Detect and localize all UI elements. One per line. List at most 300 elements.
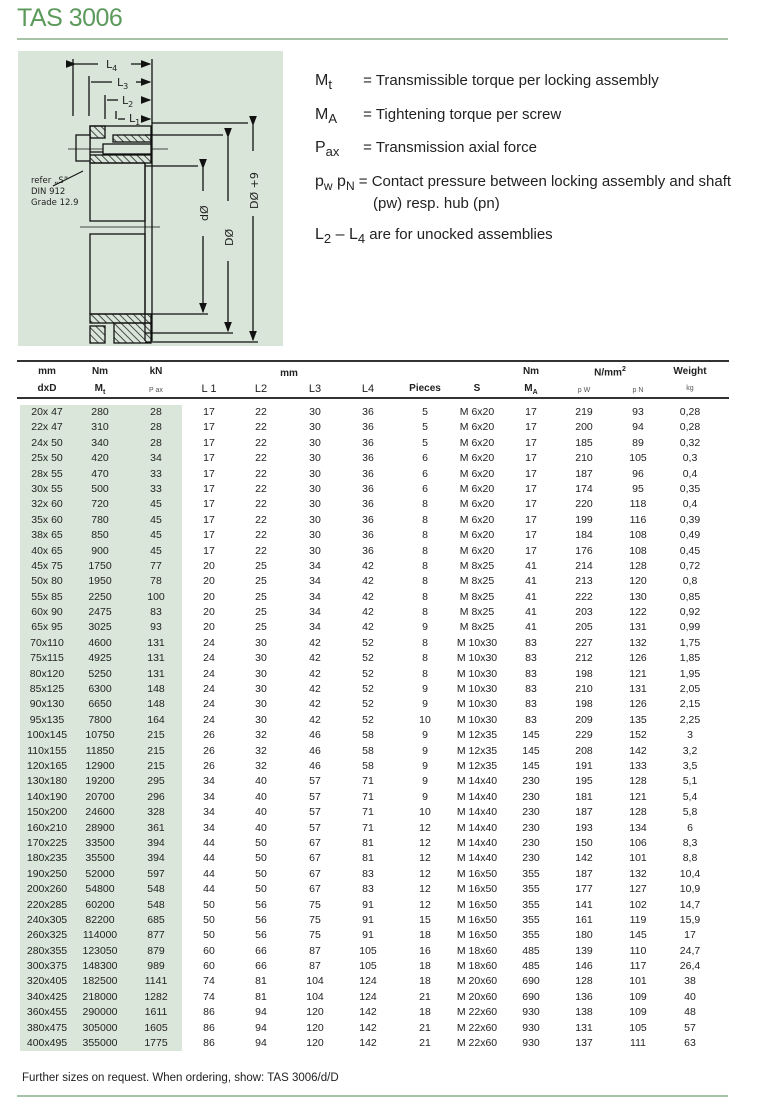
table-row bbox=[0, 514, 766, 529]
cell-ma: 230 bbox=[522, 806, 540, 819]
cell-pieces: 9 bbox=[422, 759, 428, 772]
cell-mt: 6300 bbox=[88, 683, 112, 696]
cell-dxd: 190x250 bbox=[26, 867, 68, 880]
cell-kg: 0,85 bbox=[679, 590, 701, 603]
cell-kg: 10,4 bbox=[679, 867, 701, 880]
svg-text:DØ: DØ bbox=[223, 228, 236, 246]
cell-l1: 24 bbox=[203, 713, 215, 726]
cell-kg: 0,99 bbox=[679, 621, 701, 634]
cell-l2: 30 bbox=[255, 683, 267, 696]
table-row bbox=[0, 560, 766, 575]
cell-l4: 36 bbox=[362, 467, 374, 480]
cell-l3: 30 bbox=[309, 467, 321, 480]
cell-l1: 44 bbox=[203, 836, 215, 849]
cell-mt: 24600 bbox=[85, 806, 115, 819]
cell-pn: 142 bbox=[629, 744, 647, 757]
table-row bbox=[0, 606, 766, 621]
cell-pn: 108 bbox=[629, 529, 647, 542]
table-row bbox=[0, 621, 766, 636]
cell-mt: 218000 bbox=[82, 990, 118, 1003]
cell-dxd: 260x325 bbox=[26, 929, 68, 942]
unit-ma: Nm bbox=[522, 366, 540, 377]
cell-dxd: 280x355 bbox=[26, 944, 68, 957]
cell-dxd: 340x425 bbox=[26, 990, 68, 1003]
cell-pieces: 8 bbox=[422, 498, 428, 511]
cell-mt: 780 bbox=[91, 513, 109, 526]
cell-l1: 86 bbox=[203, 1021, 215, 1034]
cell-l4: 142 bbox=[359, 1021, 377, 1034]
table-row bbox=[0, 1022, 766, 1037]
cell-pn: 110 bbox=[629, 944, 647, 957]
cell-kg: 3,2 bbox=[682, 744, 698, 757]
cell-dxd: 60x 90 bbox=[31, 606, 63, 619]
cell-pax: 685 bbox=[147, 913, 165, 926]
cell-kg: 0,45 bbox=[679, 544, 701, 557]
table-row bbox=[0, 883, 766, 898]
cell-dxd: 45x 75 bbox=[31, 559, 63, 572]
cell-l4: 83 bbox=[362, 867, 374, 880]
cell-dxd: 140x190 bbox=[26, 790, 68, 803]
cell-l2: 30 bbox=[255, 667, 267, 680]
cell-l3: 46 bbox=[309, 759, 321, 772]
table-row bbox=[0, 575, 766, 590]
cell-mt: 52000 bbox=[85, 867, 115, 880]
cell-ma: 41 bbox=[525, 559, 537, 572]
cell-kg: 2,05 bbox=[679, 683, 701, 696]
cell-pax: 45 bbox=[150, 529, 162, 542]
cell-l1: 34 bbox=[203, 790, 215, 803]
cell-s: M 12x35 bbox=[456, 744, 498, 757]
cell-mt: 54800 bbox=[85, 883, 115, 896]
cell-s: M 6x20 bbox=[459, 436, 495, 449]
cell-pax: 1605 bbox=[144, 1021, 168, 1034]
cell-kg: 5,8 bbox=[682, 806, 698, 819]
cell-l4: 71 bbox=[362, 790, 374, 803]
cell-s: M 6x20 bbox=[459, 406, 495, 418]
cell-pw: 200 bbox=[575, 421, 593, 434]
cell-l2: 22 bbox=[255, 544, 267, 557]
cell-l1: 17 bbox=[203, 498, 215, 511]
cell-pax: 148 bbox=[147, 683, 165, 696]
col-l1: L 1 bbox=[201, 383, 217, 395]
col-ma: $M_A$ bbox=[524, 383, 538, 396]
cell-l1: 26 bbox=[203, 759, 215, 772]
cell-mt: 850 bbox=[91, 529, 109, 542]
cell-pw: 146 bbox=[575, 960, 593, 973]
cell-dxd: 300x375 bbox=[26, 960, 68, 973]
cell-s: M 10x30 bbox=[456, 636, 498, 649]
cell-dxd: 70x110 bbox=[30, 636, 64, 649]
cell-pw: 195 bbox=[575, 775, 593, 788]
cell-pieces: 12 bbox=[419, 852, 431, 865]
cell-dxd: 24x 50 bbox=[31, 436, 63, 449]
cell-l1: 26 bbox=[203, 744, 215, 757]
legend-item-mt: $M_t$ = Transmissible torque per locking assembly bbox=[315, 72, 659, 92]
cell-s: M 18x60 bbox=[456, 944, 498, 957]
cell-dxd: 28x 55 bbox=[31, 467, 63, 480]
cell-s: M 22x60 bbox=[456, 1021, 498, 1034]
cell-pieces: 8 bbox=[422, 636, 428, 649]
cell-s: M 8x25 bbox=[459, 621, 495, 634]
cell-mt: 900 bbox=[91, 544, 109, 557]
cell-l2: 40 bbox=[255, 790, 267, 803]
cell-l2: 32 bbox=[255, 744, 267, 757]
cell-l3: 42 bbox=[309, 683, 321, 696]
col-l3: L3 bbox=[308, 383, 322, 395]
cell-mt: 470 bbox=[91, 467, 109, 480]
cell-mt: 35500 bbox=[85, 852, 115, 865]
cell-mt: 280 bbox=[91, 406, 109, 418]
cell-mt: 420 bbox=[91, 452, 109, 465]
cell-ma: 145 bbox=[522, 744, 540, 757]
cell-kg: 24,7 bbox=[679, 944, 701, 957]
cell-pn: 111 bbox=[630, 1037, 646, 1050]
cell-pax: 394 bbox=[147, 836, 165, 849]
cell-dxd: 38x 65 bbox=[31, 529, 63, 542]
cell-l3: 120 bbox=[306, 1021, 324, 1034]
cell-l1: 24 bbox=[203, 636, 215, 649]
cell-l1: 17 bbox=[203, 529, 215, 542]
cell-pw: 210 bbox=[575, 683, 593, 696]
cell-l1: 50 bbox=[203, 898, 215, 911]
cell-pieces: 6 bbox=[422, 452, 428, 465]
cell-l1: 26 bbox=[203, 729, 215, 742]
cell-kg: 6 bbox=[687, 821, 693, 834]
cell-l1: 34 bbox=[203, 806, 215, 819]
table-row bbox=[0, 791, 766, 806]
cell-pax: 296 bbox=[147, 790, 165, 803]
cell-mt: 500 bbox=[91, 482, 109, 495]
cell-ma: 17 bbox=[525, 498, 537, 511]
cell-l2: 32 bbox=[255, 759, 267, 772]
cell-pax: 45 bbox=[150, 544, 162, 557]
cell-pn: 109 bbox=[629, 990, 647, 1003]
cell-ma: 41 bbox=[525, 575, 537, 588]
cell-dxd: 130x180 bbox=[26, 775, 68, 788]
cell-kg: 14,7 bbox=[679, 898, 701, 911]
cell-mt: 60200 bbox=[85, 898, 115, 911]
cell-ma: 17 bbox=[525, 482, 537, 495]
table-row bbox=[0, 698, 766, 713]
cell-ma: 355 bbox=[522, 929, 540, 942]
cell-dxd: 75x115 bbox=[30, 652, 64, 665]
cell-pax: 877 bbox=[147, 929, 165, 942]
col-mt: $M_t$ bbox=[94, 383, 106, 396]
cell-l2: 50 bbox=[255, 883, 267, 896]
cell-l4: 91 bbox=[362, 913, 374, 926]
cell-l3: 30 bbox=[309, 498, 321, 511]
cell-l4: 105 bbox=[359, 944, 377, 957]
cell-pw: 220 bbox=[575, 498, 593, 511]
cell-pw: 210 bbox=[575, 452, 593, 465]
cell-ma: 83 bbox=[525, 713, 537, 726]
cell-pieces: 10 bbox=[419, 806, 431, 819]
cell-pn: 101 bbox=[629, 975, 647, 988]
cell-pn: 133 bbox=[629, 759, 647, 772]
table-row bbox=[0, 929, 766, 944]
cell-kg: 0,28 bbox=[679, 406, 701, 418]
cell-l4: 71 bbox=[362, 806, 374, 819]
cell-ma: 485 bbox=[522, 960, 540, 973]
cell-ma: 930 bbox=[522, 1021, 540, 1034]
cell-l3: 46 bbox=[309, 729, 321, 742]
cell-ma: 83 bbox=[525, 667, 537, 680]
cell-mt: 12900 bbox=[85, 759, 115, 772]
cell-pax: 1775 bbox=[144, 1037, 168, 1050]
cell-pn: 131 bbox=[629, 621, 647, 634]
table-row bbox=[0, 529, 766, 544]
cell-pn: 106 bbox=[629, 836, 647, 849]
table-row bbox=[0, 1037, 766, 1052]
cell-pieces: 12 bbox=[419, 883, 431, 896]
cell-pax: 131 bbox=[147, 652, 165, 665]
cell-ma: 230 bbox=[522, 836, 540, 849]
cell-pax: 34 bbox=[150, 452, 162, 465]
cell-pax: 328 bbox=[147, 806, 165, 819]
cell-l4: 42 bbox=[362, 575, 374, 588]
cell-ma: 230 bbox=[522, 821, 540, 834]
cell-l2: 22 bbox=[255, 513, 267, 526]
cell-l4: 36 bbox=[362, 406, 374, 418]
screw-note-line3: Grade 12.9 bbox=[31, 198, 79, 208]
legend-item-pressure: $p_w$ $p_N$ = Contact pressure between locking assembly and shaft (pw) resp. hub (pn) bbox=[315, 173, 732, 212]
cell-l4: 71 bbox=[362, 775, 374, 788]
cell-ma: 17 bbox=[525, 436, 537, 449]
cell-l4: 91 bbox=[362, 929, 374, 942]
cell-mt: 6650 bbox=[88, 698, 112, 711]
cell-ma: 230 bbox=[522, 852, 540, 865]
cell-l2: 22 bbox=[255, 529, 267, 542]
svg-text:dØ: dØ bbox=[198, 205, 211, 221]
table-row bbox=[0, 637, 766, 652]
cell-pw: 176 bbox=[575, 544, 593, 557]
cell-pieces: 9 bbox=[422, 744, 428, 757]
cell-pax: 45 bbox=[150, 498, 162, 511]
cell-pieces: 18 bbox=[419, 1006, 431, 1019]
cell-mt: 28900 bbox=[85, 821, 115, 834]
col-pn: p N bbox=[632, 387, 644, 394]
cell-dxd: 360x455 bbox=[26, 1006, 68, 1019]
cell-l4: 52 bbox=[362, 636, 374, 649]
cell-kg: 17 bbox=[684, 929, 696, 942]
cell-pax: 295 bbox=[147, 775, 165, 788]
cell-ma: 230 bbox=[522, 790, 540, 803]
cell-ma: 145 bbox=[522, 759, 540, 772]
cell-l2: 30 bbox=[255, 636, 267, 649]
cell-dxd: 55x 85 bbox=[31, 590, 63, 603]
cell-kg: 0,49 bbox=[679, 529, 701, 542]
col-l2: L2 bbox=[254, 383, 268, 395]
cell-l2: 56 bbox=[255, 898, 267, 911]
cell-pn: 128 bbox=[629, 775, 647, 788]
cell-l1: 50 bbox=[203, 929, 215, 942]
cell-pn: 109 bbox=[629, 1006, 647, 1019]
cell-s: M 10x30 bbox=[456, 667, 498, 680]
cell-ma: 230 bbox=[522, 775, 540, 788]
table-row bbox=[0, 483, 766, 498]
cell-l4: 58 bbox=[362, 759, 374, 772]
cell-pax: 215 bbox=[147, 744, 165, 757]
cell-pax: 548 bbox=[147, 898, 165, 911]
cell-l3: 30 bbox=[309, 529, 321, 542]
cell-s: M 20x60 bbox=[456, 990, 498, 1003]
cell-l1: 17 bbox=[203, 482, 215, 495]
cell-l1: 44 bbox=[203, 867, 215, 880]
cell-dxd: 22x 47 bbox=[31, 421, 63, 434]
cell-mt: 4925 bbox=[88, 652, 112, 665]
cell-kg: 0,8 bbox=[682, 575, 698, 588]
cell-ma: 355 bbox=[522, 867, 540, 880]
cell-pn: 128 bbox=[629, 559, 647, 572]
cell-mt: 720 bbox=[91, 498, 109, 511]
col-screw: S bbox=[473, 383, 481, 394]
cell-s: M 22x60 bbox=[456, 1006, 498, 1019]
cell-s: M 16x50 bbox=[456, 883, 498, 896]
table-row bbox=[0, 468, 766, 483]
cell-l1: 44 bbox=[203, 852, 215, 865]
cell-pn: 126 bbox=[629, 652, 647, 665]
cell-pieces: 9 bbox=[422, 775, 428, 788]
cell-l3: 30 bbox=[309, 452, 321, 465]
cell-ma: 485 bbox=[522, 944, 540, 957]
cell-pn: 121 bbox=[629, 790, 647, 803]
cell-kg: 1,95 bbox=[679, 667, 701, 680]
table-row bbox=[0, 498, 766, 513]
cell-pax: 28 bbox=[150, 421, 162, 434]
cell-dxd: 80x120 bbox=[29, 667, 65, 680]
cell-pw: 208 bbox=[575, 744, 593, 757]
cell-s: M 22x60 bbox=[456, 1037, 498, 1050]
svg-text:L2: $L_2$ bbox=[122, 94, 134, 109]
cell-l1: 20 bbox=[203, 575, 215, 588]
cell-l3: 67 bbox=[309, 852, 321, 865]
cell-l2: 25 bbox=[255, 606, 267, 619]
col-weight-kg: kg bbox=[686, 385, 694, 392]
cell-mt: 355000 bbox=[82, 1037, 118, 1050]
cell-mt: 123050 bbox=[82, 944, 118, 957]
cell-s: M 8x25 bbox=[459, 606, 495, 619]
table-row bbox=[0, 822, 766, 837]
cell-l3: 42 bbox=[309, 713, 321, 726]
cell-pw: 214 bbox=[575, 559, 593, 572]
cell-pieces: 9 bbox=[422, 729, 428, 742]
cell-kg: 10,9 bbox=[679, 883, 701, 896]
cell-pw: 139 bbox=[575, 944, 593, 957]
cell-ma: 690 bbox=[522, 975, 540, 988]
cell-l3: 42 bbox=[309, 667, 321, 680]
unit-mt: Nm bbox=[91, 366, 109, 377]
cell-pn: 96 bbox=[632, 467, 644, 480]
cell-s: M 6x20 bbox=[459, 498, 495, 511]
cell-l4: 36 bbox=[362, 513, 374, 526]
screw-note-line1: refer „S” bbox=[31, 176, 69, 186]
cell-mt: 11850 bbox=[85, 744, 115, 757]
cell-mt: 19200 bbox=[85, 775, 115, 788]
cell-l3: 30 bbox=[309, 421, 321, 434]
table-row bbox=[0, 452, 766, 467]
cell-l2: 30 bbox=[255, 652, 267, 665]
cell-l2: 94 bbox=[255, 1021, 267, 1034]
cell-kg: 1,85 bbox=[679, 652, 701, 665]
cell-l3: 75 bbox=[309, 898, 321, 911]
cell-dxd: 240x305 bbox=[26, 913, 68, 926]
cell-pieces: 8 bbox=[422, 606, 428, 619]
cell-pn: 132 bbox=[629, 636, 647, 649]
cell-l1: 60 bbox=[203, 944, 215, 957]
cell-mt: 5250 bbox=[88, 667, 112, 680]
cell-pieces: 9 bbox=[422, 683, 428, 696]
cell-pn: 93 bbox=[632, 406, 644, 418]
cell-mt: 2475 bbox=[88, 606, 112, 619]
cell-l4: 71 bbox=[362, 821, 374, 834]
cell-s: M 16x50 bbox=[456, 867, 498, 880]
cell-l1: 17 bbox=[203, 544, 215, 557]
cell-pw: 138 bbox=[575, 1006, 593, 1019]
cell-l4: 124 bbox=[359, 990, 377, 1003]
cell-mt: 1950 bbox=[88, 575, 112, 588]
cell-ma: 83 bbox=[525, 636, 537, 649]
cell-pieces: 8 bbox=[422, 652, 428, 665]
cell-pax: 45 bbox=[150, 513, 162, 526]
cell-mt: 3025 bbox=[88, 621, 112, 634]
cell-l3: 57 bbox=[309, 821, 321, 834]
cell-s: M 12x35 bbox=[456, 759, 498, 772]
cell-pieces: 15 bbox=[419, 913, 431, 926]
table-row bbox=[0, 683, 766, 698]
table-body bbox=[0, 406, 766, 1052]
cell-pax: 131 bbox=[147, 636, 165, 649]
cell-pax: 164 bbox=[147, 713, 165, 726]
cell-l1: 20 bbox=[203, 559, 215, 572]
footer-divider bbox=[17, 1095, 728, 1097]
cell-l3: 67 bbox=[309, 836, 321, 849]
cell-ma: 690 bbox=[522, 990, 540, 1003]
cell-pw: 193 bbox=[575, 821, 593, 834]
cell-kg: 5,4 bbox=[682, 790, 698, 803]
cell-pw: 219 bbox=[575, 406, 593, 418]
cell-pieces: 6 bbox=[422, 482, 428, 495]
cell-pieces: 12 bbox=[419, 821, 431, 834]
cell-pieces: 6 bbox=[422, 467, 428, 480]
cell-pw: 128 bbox=[575, 975, 593, 988]
cell-l4: 36 bbox=[362, 498, 374, 511]
cell-pieces: 12 bbox=[419, 836, 431, 849]
cell-pw: 198 bbox=[575, 698, 593, 711]
cell-kg: 3 bbox=[687, 729, 693, 742]
cell-pieces: 8 bbox=[422, 575, 428, 588]
svg-text:DØ +9: DØ +9 bbox=[248, 172, 261, 209]
table-row bbox=[0, 1006, 766, 1021]
cell-s: M 20x60 bbox=[456, 975, 498, 988]
cell-kg: 8,8 bbox=[682, 852, 698, 865]
unit-dxd: mm bbox=[38, 366, 56, 377]
table-row bbox=[0, 775, 766, 790]
cell-pieces: 8 bbox=[422, 529, 428, 542]
cell-l1: 24 bbox=[203, 698, 215, 711]
cell-l2: 50 bbox=[255, 867, 267, 880]
table-row bbox=[0, 899, 766, 914]
cell-l3: 57 bbox=[309, 775, 321, 788]
cell-l2: 40 bbox=[255, 775, 267, 788]
cell-pw: 198 bbox=[575, 667, 593, 680]
cell-pn: 131 bbox=[629, 683, 647, 696]
cell-dxd: 180x235 bbox=[26, 852, 68, 865]
cell-pax: 28 bbox=[150, 436, 162, 449]
cell-l2: 22 bbox=[255, 467, 267, 480]
cell-l2: 25 bbox=[255, 621, 267, 634]
cell-pn: 101 bbox=[629, 852, 647, 865]
cell-kg: 57 bbox=[684, 1021, 696, 1034]
